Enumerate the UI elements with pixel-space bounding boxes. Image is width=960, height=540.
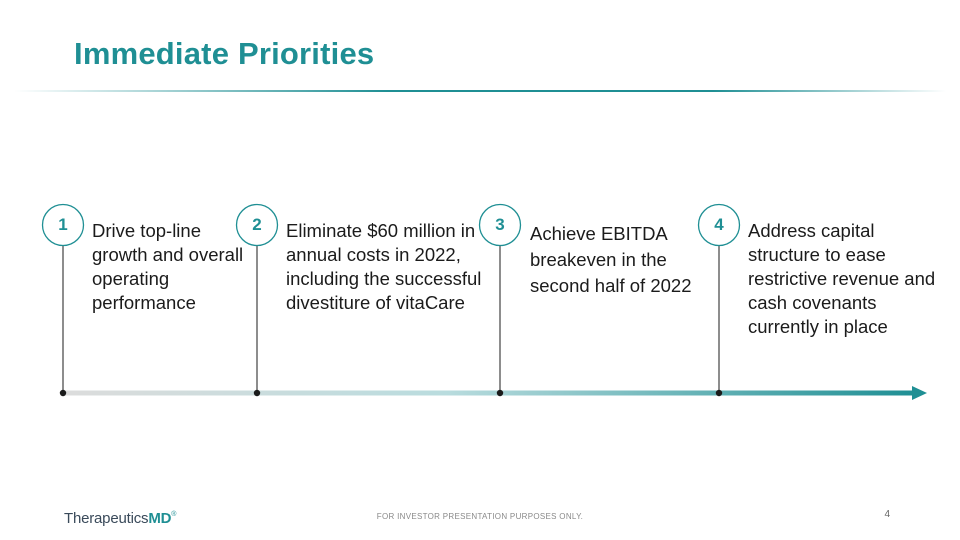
timeline-arrowhead	[912, 386, 927, 400]
page-title: Immediate Priorities	[74, 36, 375, 71]
milestone-text-3: Achieve EBITDA breakeven in the second half of 2022	[530, 223, 692, 296]
milestone-dot-3	[497, 390, 503, 396]
disclaimer: FOR INVESTOR PRESENTATION PURPOSES ONLY.	[376, 512, 584, 521]
milestone-number-3: 3	[495, 215, 505, 234]
milestone-number-4: 4	[714, 215, 724, 234]
registered-mark: ®	[171, 511, 177, 518]
page-number: 4	[884, 509, 890, 520]
milestone-number-1: 1	[58, 215, 68, 234]
logo-text-main: Therapeutics	[64, 510, 149, 527]
milestone-number-2: 2	[252, 215, 262, 234]
milestone-text-4: Address capital structure to ease restrictive revenue and cash covenants currently in place	[748, 220, 936, 337]
milestone-dot-2	[254, 390, 260, 396]
milestone-text-1: Drive top-line growth and overall operating performance	[92, 220, 244, 313]
timeline-axis	[63, 391, 915, 396]
milestone-text-2: Eliminate $60 million in annual costs in 2022, including the successful divestiture of vitaCare	[286, 220, 482, 313]
milestone-dot-1	[60, 390, 66, 396]
milestone-dot-4	[716, 390, 722, 396]
logo-text-accent: MD	[148, 510, 172, 527]
